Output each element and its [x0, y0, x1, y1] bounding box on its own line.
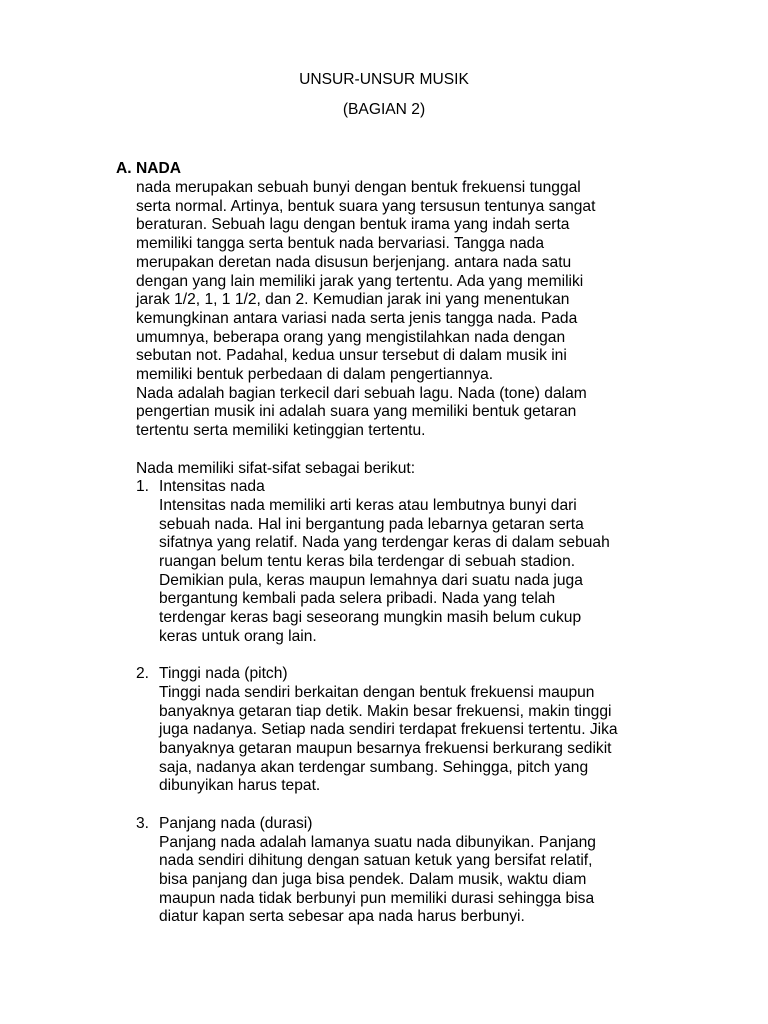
text-line: maupun nada tidak berbunyi pun memiliki durasi sehingga bisa	[159, 889, 595, 907]
text-line: juga nadanya. Setiap nada sendiri terdapat frekuensi tertentu. Jika	[159, 721, 618, 739]
list-item-2	[136, 665, 676, 796]
list-item-title: Panjang nada (durasi)	[159, 814, 313, 832]
section-title: NADA	[136, 160, 182, 177]
section-letter: A.	[116, 160, 132, 177]
list-number: 2.	[136, 665, 150, 683]
text-line: banyaknya getaran maupun besarnya frekuensi berkurang sedikit	[159, 740, 612, 758]
text-line: merupakan deretan nada disusun berjenjang. antara nada satu	[136, 253, 572, 271]
text-line: serta normal. Artinya, bentuk suara yang tersusun tentunya sangat	[136, 197, 596, 215]
text-line: sebutan not. Padahal, kedua unsur tersebut di dalam musik ini	[136, 347, 567, 365]
text-line: tertentu serta memiliki ketinggian tertentu.	[136, 422, 426, 440]
document-subtitle: (BAGIAN 2)	[342, 101, 426, 118]
text-line: dibunyikan harus tepat.	[159, 777, 321, 795]
text-line: sifatnya yang relatif. Nada yang terdengar keras di dalam sebuah	[159, 534, 610, 552]
section-heading	[116, 160, 181, 179]
list-item-title: Intensitas nada	[159, 478, 265, 496]
text-line: ruangan belum tentu keras bila terdengar di sebuah stadion.	[159, 553, 576, 571]
text-line: sebuah nada. Hal ini bergantung pada lebarnya getaran serta	[159, 515, 584, 533]
paragraph-2	[136, 385, 676, 441]
text-line: bisa panjang dan juga bisa pendek. Dalam musik, waktu diam	[159, 870, 587, 888]
list-item-title: Tinggi nada (pitch)	[159, 665, 288, 683]
text-line: umumnya, beberapa orang yang mengistilahkan nada dengan	[136, 328, 566, 346]
text-line: Demikian pula, keras maupun lemahnya dari suatu nada juga	[159, 571, 583, 589]
text-line: diatur kapan serta sebesar apa nada harus berbunyi.	[159, 908, 525, 926]
text-line: pengertian musik ini adalah suara yang memiliki bentuk getaran	[136, 403, 577, 421]
document-title: UNSUR-UNSUR MUSIK	[299, 71, 469, 88]
text-line: memiliki tangga serta bentuk nada bervariasi. Tangga nada	[136, 235, 545, 253]
list-intro: Nada memiliki sifat-sifat sebagai berikut:	[136, 459, 416, 477]
text-line: memiliki bentuk perbedaan di dalam pengertiannya.	[136, 366, 494, 384]
section-body	[136, 179, 676, 927]
text-line: Intensitas nada memiliki arti keras atau lembutnya bunyi dari	[159, 496, 577, 514]
text-line: Nada adalah bagian terkecil dari sebuah lagu. Nada (tone) dalam	[136, 384, 587, 402]
text-line: banyaknya getaran tiap detik. Makin besar frekuensi, makin tinggi	[159, 702, 612, 720]
text-line: keras untuk orang lain.	[159, 627, 317, 645]
text-line: Panjang nada adalah lamanya suatu nada dibunyikan. Panjang	[159, 833, 596, 851]
text-line: bergantung kembali pada selera pribadi. Nada yang telah	[159, 590, 556, 608]
text-line: nada sendiri dihitung dengan satuan ketuk yang bersifat relatif,	[159, 852, 593, 870]
text-line: saja, nadanya akan terdengar sumbang. Sehingga, pitch yang	[159, 758, 589, 776]
text-line: nada merupakan sebuah bunyi dengan bentuk frekuensi tunggal	[136, 179, 581, 196]
list-number: 3.	[136, 814, 150, 832]
text-line: kemungkinan antara variasi nada serta jenis tangga nada. Pada	[136, 309, 578, 327]
text-line: jarak 1/2, 1, 1 1/2, dan 2. Kemudian jarak ini yang menentukan	[136, 291, 570, 309]
text-line: beraturan. Sebuah lagu dengan bentuk irama yang indah serta	[136, 216, 570, 234]
list-item-3	[136, 815, 676, 927]
list-number: 1.	[136, 478, 150, 496]
text-line: terdengar keras bagi seseorang mungkin masih belum cukup	[159, 609, 582, 627]
text-line: Tinggi nada sendiri berkaitan dengan bentuk frekuensi maupun	[159, 683, 595, 701]
text-line: dengan yang lain memiliki jarak yang tertentu. Ada yang memiliki	[136, 272, 584, 290]
list-item-1	[136, 478, 676, 646]
paragraph-1	[136, 179, 676, 385]
